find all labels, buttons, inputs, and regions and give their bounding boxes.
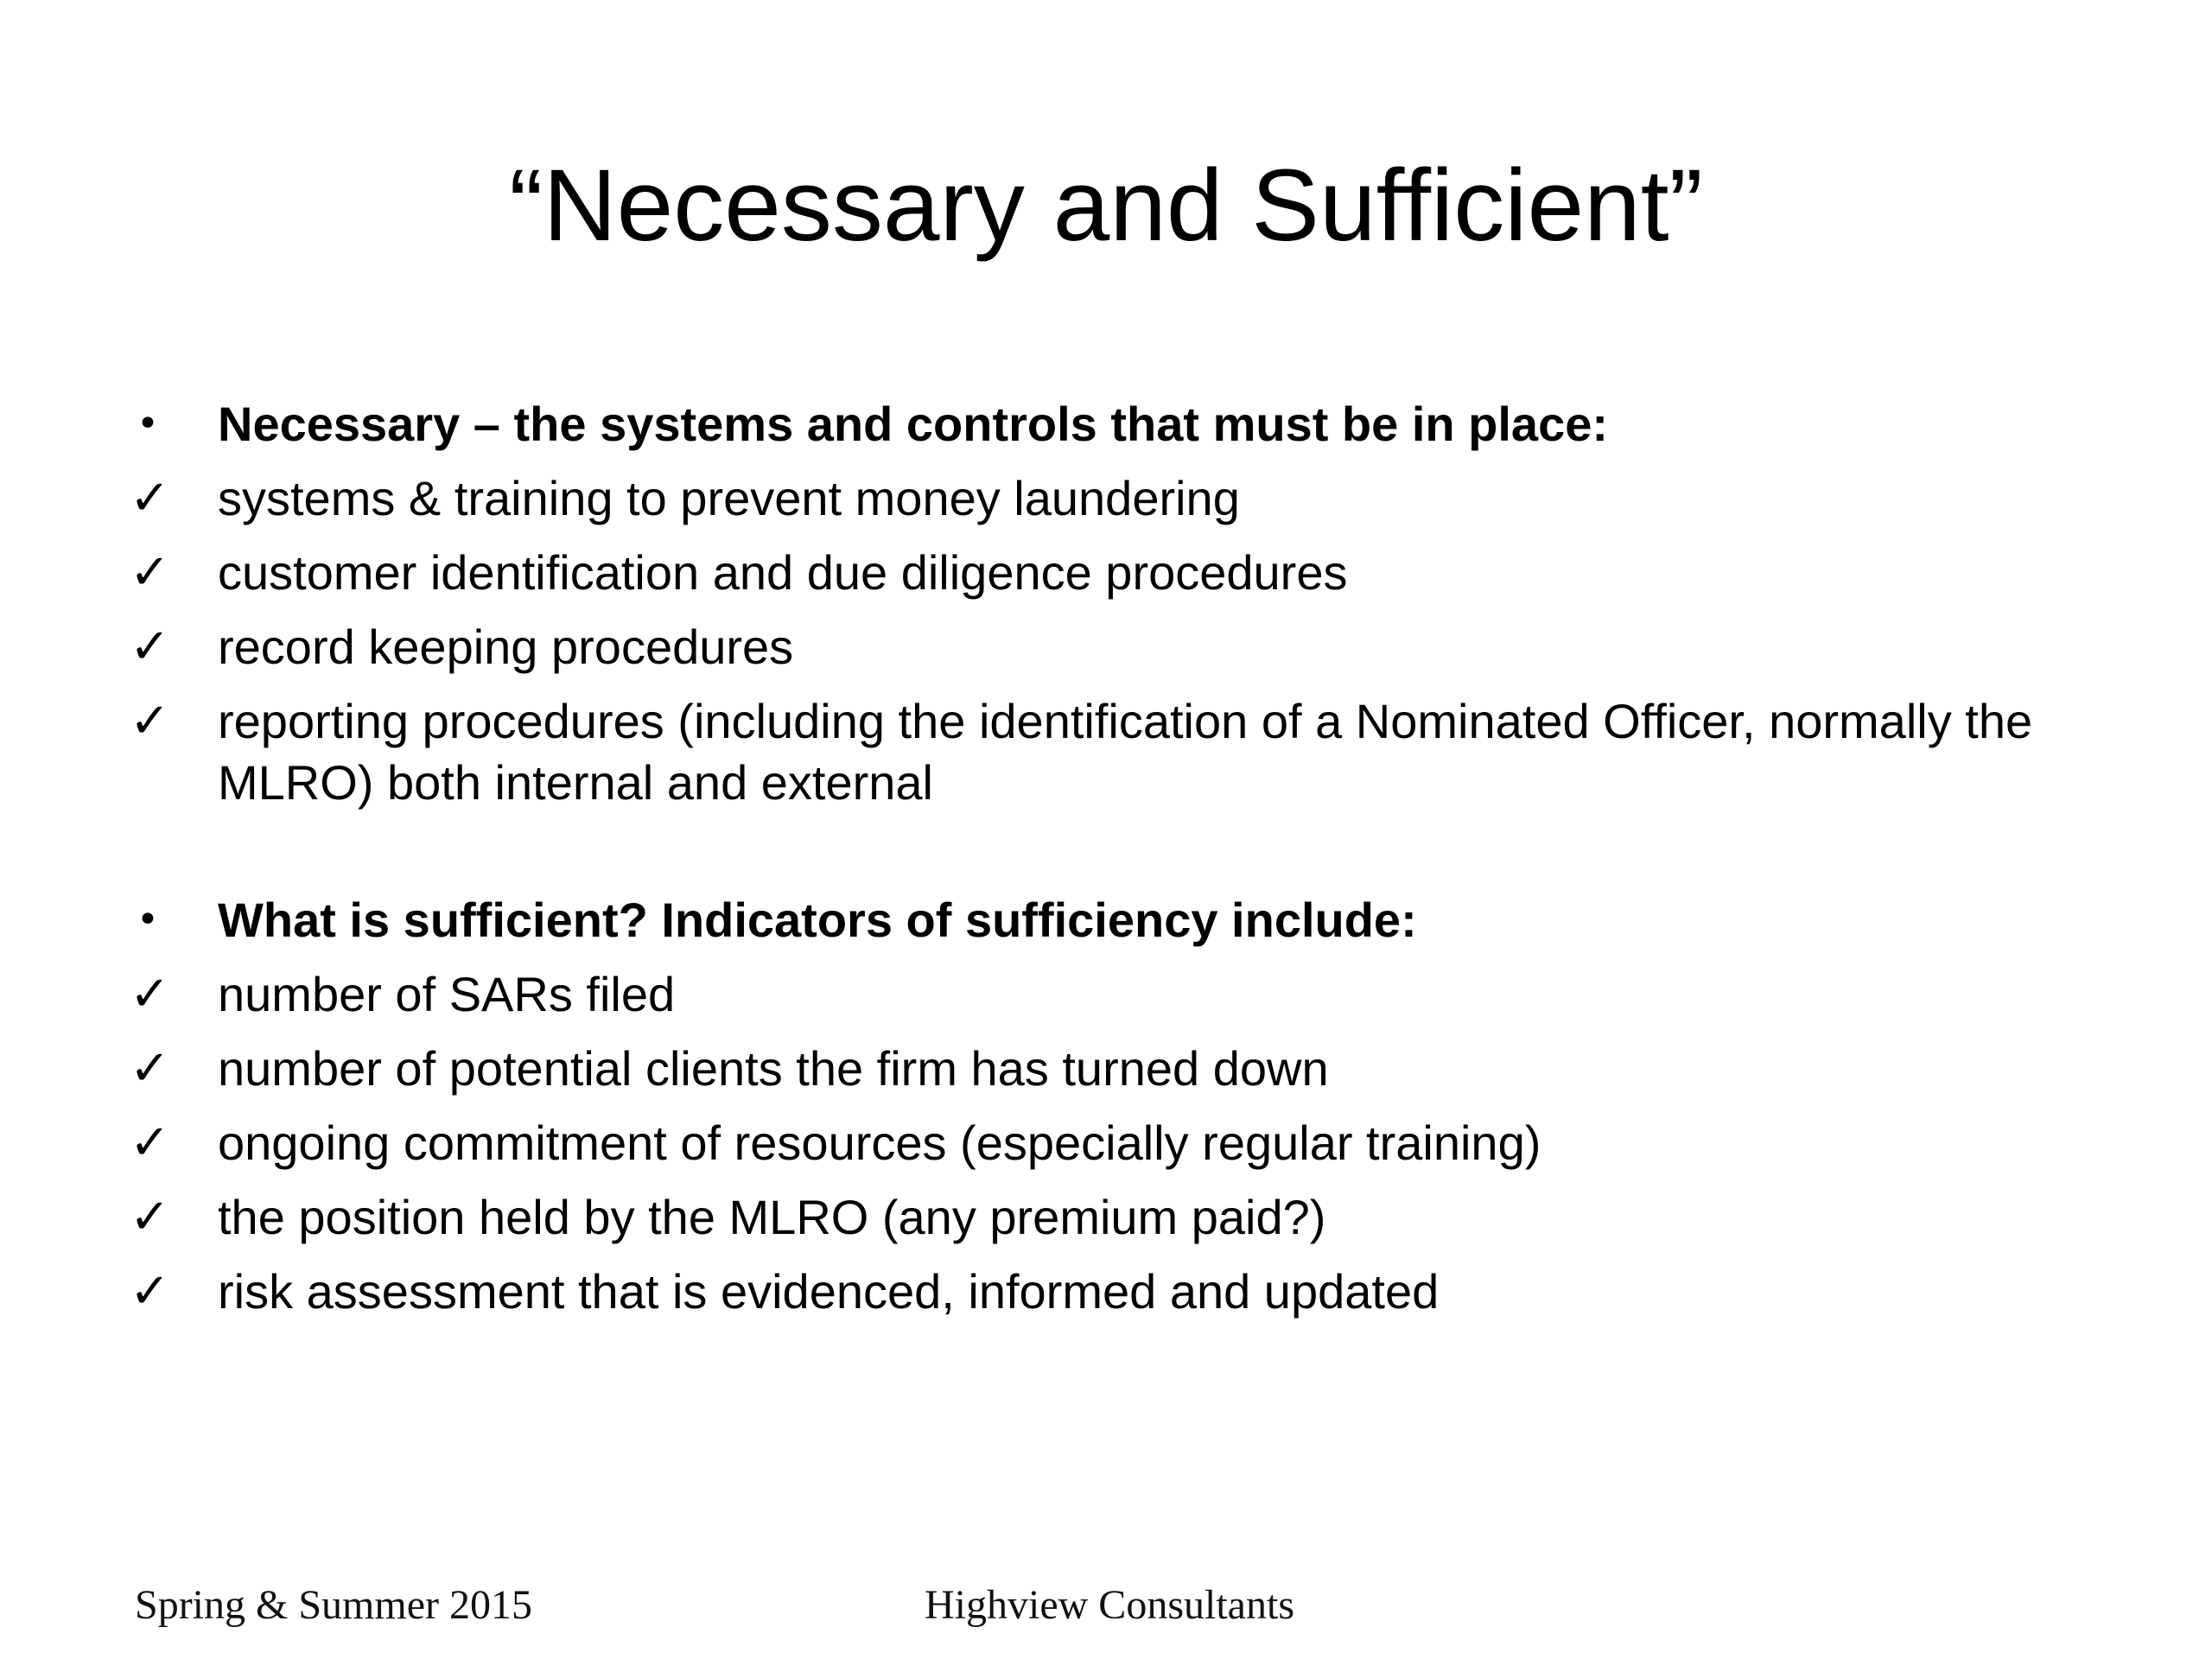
list-item-text: the position held by the MLRO (any premium paid?)	[218, 1190, 1326, 1244]
section-spacer	[130, 826, 2117, 889]
section-heading-text: Necessary – the systems and controls that must be in place:	[218, 397, 1609, 451]
checkmark-icon: ✓	[130, 544, 170, 601]
checkmark-icon: ✓	[130, 1115, 170, 1171]
checkmark-icon: ✓	[130, 470, 170, 526]
checkmark-icon: ✓	[130, 1263, 170, 1319]
list-item	[130, 467, 2117, 529]
list-item-text: ongoing commitment of resources (especially regular training)	[218, 1116, 1541, 1170]
checkmark-icon: ✓	[130, 1040, 170, 1096]
bullet-icon: •	[137, 898, 159, 942]
list-item-text: systems & training to prevent money laundering	[218, 471, 1240, 525]
footer-date: Spring & Summer 2015	[135, 1582, 533, 1628]
list-item-text: reporting procedures (including the identification of a Nominated Officer, normally the MLRO) both internal and external	[218, 694, 2033, 810]
list-item-text: number of potential clients the firm has turned down	[218, 1041, 1329, 1096]
list-item-text: customer identification and due diligence procedures	[218, 545, 1348, 600]
checkmark-icon: ✓	[130, 619, 170, 675]
list-item	[130, 542, 2117, 603]
section-heading	[130, 889, 2117, 950]
list-item	[130, 616, 2117, 677]
list-item	[130, 1261, 2117, 1322]
list-item-text: record keeping procedures	[218, 620, 794, 674]
list-item	[130, 690, 2117, 813]
slide-body	[130, 393, 2117, 1335]
checkmark-icon: ✓	[130, 966, 170, 1022]
checkmark-icon: ✓	[130, 693, 170, 749]
list-item	[130, 1186, 2117, 1248]
slide-title: “Necessary and Sufficient”	[509, 149, 1703, 263]
checkmark-icon: ✓	[130, 1189, 170, 1245]
list-item-text: number of SARs filed	[218, 967, 676, 1021]
bullet-icon: •	[137, 402, 159, 446]
section-heading-text: What is sufficient? Indicators of sufficiency include:	[218, 893, 1417, 947]
list-item	[130, 963, 2117, 1025]
footer-organization: Highview Consultants	[925, 1582, 1294, 1628]
section-heading	[130, 393, 2117, 454]
list-item	[130, 1038, 2117, 1099]
list-item-text: risk assessment that is evidenced, informed and updated	[218, 1264, 1440, 1319]
list-item	[130, 1112, 2117, 1173]
